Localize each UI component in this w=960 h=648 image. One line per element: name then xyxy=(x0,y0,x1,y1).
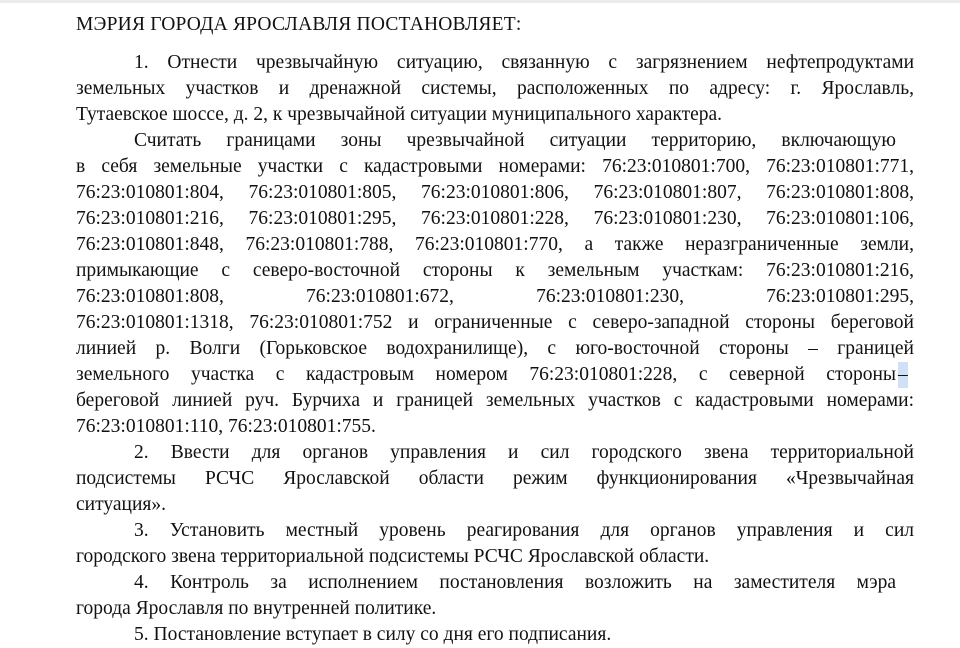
document-heading: МЭРИЯ ГОРОДА ЯРОСЛАВЛЯ ПОСТАНОВЛЯЕТ: xyxy=(76,14,522,35)
zone-paragraph-line-8: 76:23:010801:1318, 76:23:010801:752 и ограниченные с северо-западной стороны береговой xyxy=(76,312,914,333)
zone-paragraph-line-2: в себя земельные участки с кадастровыми номерами: 76:23:010801:700, 76:23:010801:771, xyxy=(76,156,914,177)
paragraph-2-line-3: ситуация». xyxy=(76,494,166,515)
paragraph-5-line-1: 5. Постановление вступает в силу со дня его подписания. xyxy=(134,624,612,645)
zone-paragraph-line-6: примыкающие с северо-восточной стороны к земельным участкам: 76:23:010801:216, xyxy=(76,260,914,281)
zone-paragraph-line-1: Считать границами зоны чрезвычайной ситуации территорию, включающую xyxy=(134,130,896,151)
zone-paragraph-line-4: 76:23:010801:216, 76:23:010801:295, 76:23:010801:228, 76:23:010801:230, 76:23:010801:106, xyxy=(76,208,914,229)
zone-paragraph-line-3: 76:23:010801:804, 76:23:010801:805, 76:23:010801:806, 76:23:010801:807, 76:23:010801:808, xyxy=(76,182,914,203)
zone-paragraph-line-11: береговой линией руч. Бурчиха и границей земельных участков с кадастровыми номерами: xyxy=(76,390,914,411)
zone-paragraph-line-12: 76:23:010801:110, 76:23:010801:755. xyxy=(76,416,376,437)
paragraph-2-line-1: 2. Ввести для органов управления и сил городского звена территориальной xyxy=(134,442,914,463)
paragraph-3-line-1: 3. Установить местный уровень реагирования для органов управления и сил xyxy=(134,520,914,541)
zone-paragraph-line-7: 76:23:010801:808, 76:23:010801:672, 76:23:010801:230, 76:23:010801:295, xyxy=(76,286,914,307)
selected-dash[interactable]: – xyxy=(898,362,908,388)
paragraph-1-line-2: земельных участков и дренажной системы, расположенных по адресу: г. Ярославль, xyxy=(76,78,914,99)
paragraph-1-line-1: 1. Отнести чрезвычайную ситуацию, связанную с загрязнением нефтепродуктами xyxy=(134,52,914,73)
zone-paragraph-line-9: линией р. Волги (Горьковское водохранилище), с юго-восточной стороны – границей xyxy=(76,338,914,359)
page-top-edge xyxy=(0,0,960,3)
paragraph-4-line-1: 4. Контроль за исполнением постановления возложить на заместителя мэра xyxy=(134,572,896,593)
zone-paragraph-line-10: земельного участка с кадастровым номером 76:23:010801:228, с северной стороны xyxy=(76,364,896,385)
paragraph-4-line-2: города Ярославля по внутренней политике. xyxy=(76,598,437,619)
zone-paragraph-line-5: 76:23:010801:848, 76:23:010801:788, 76:23:010801:770, а также неразграниченные земли, xyxy=(76,234,914,255)
paragraph-3-line-2: городского звена территориальной подсистемы РСЧС Ярославской области. xyxy=(76,546,710,567)
paragraph-1-line-3: Тутаевское шоссе, д. 2, к чрезвычайной ситуации муниципального характера. xyxy=(76,104,723,125)
paragraph-2-line-2: подсистемы РСЧС Ярославской области режим функционирования «Чрезвычайная xyxy=(76,468,914,489)
